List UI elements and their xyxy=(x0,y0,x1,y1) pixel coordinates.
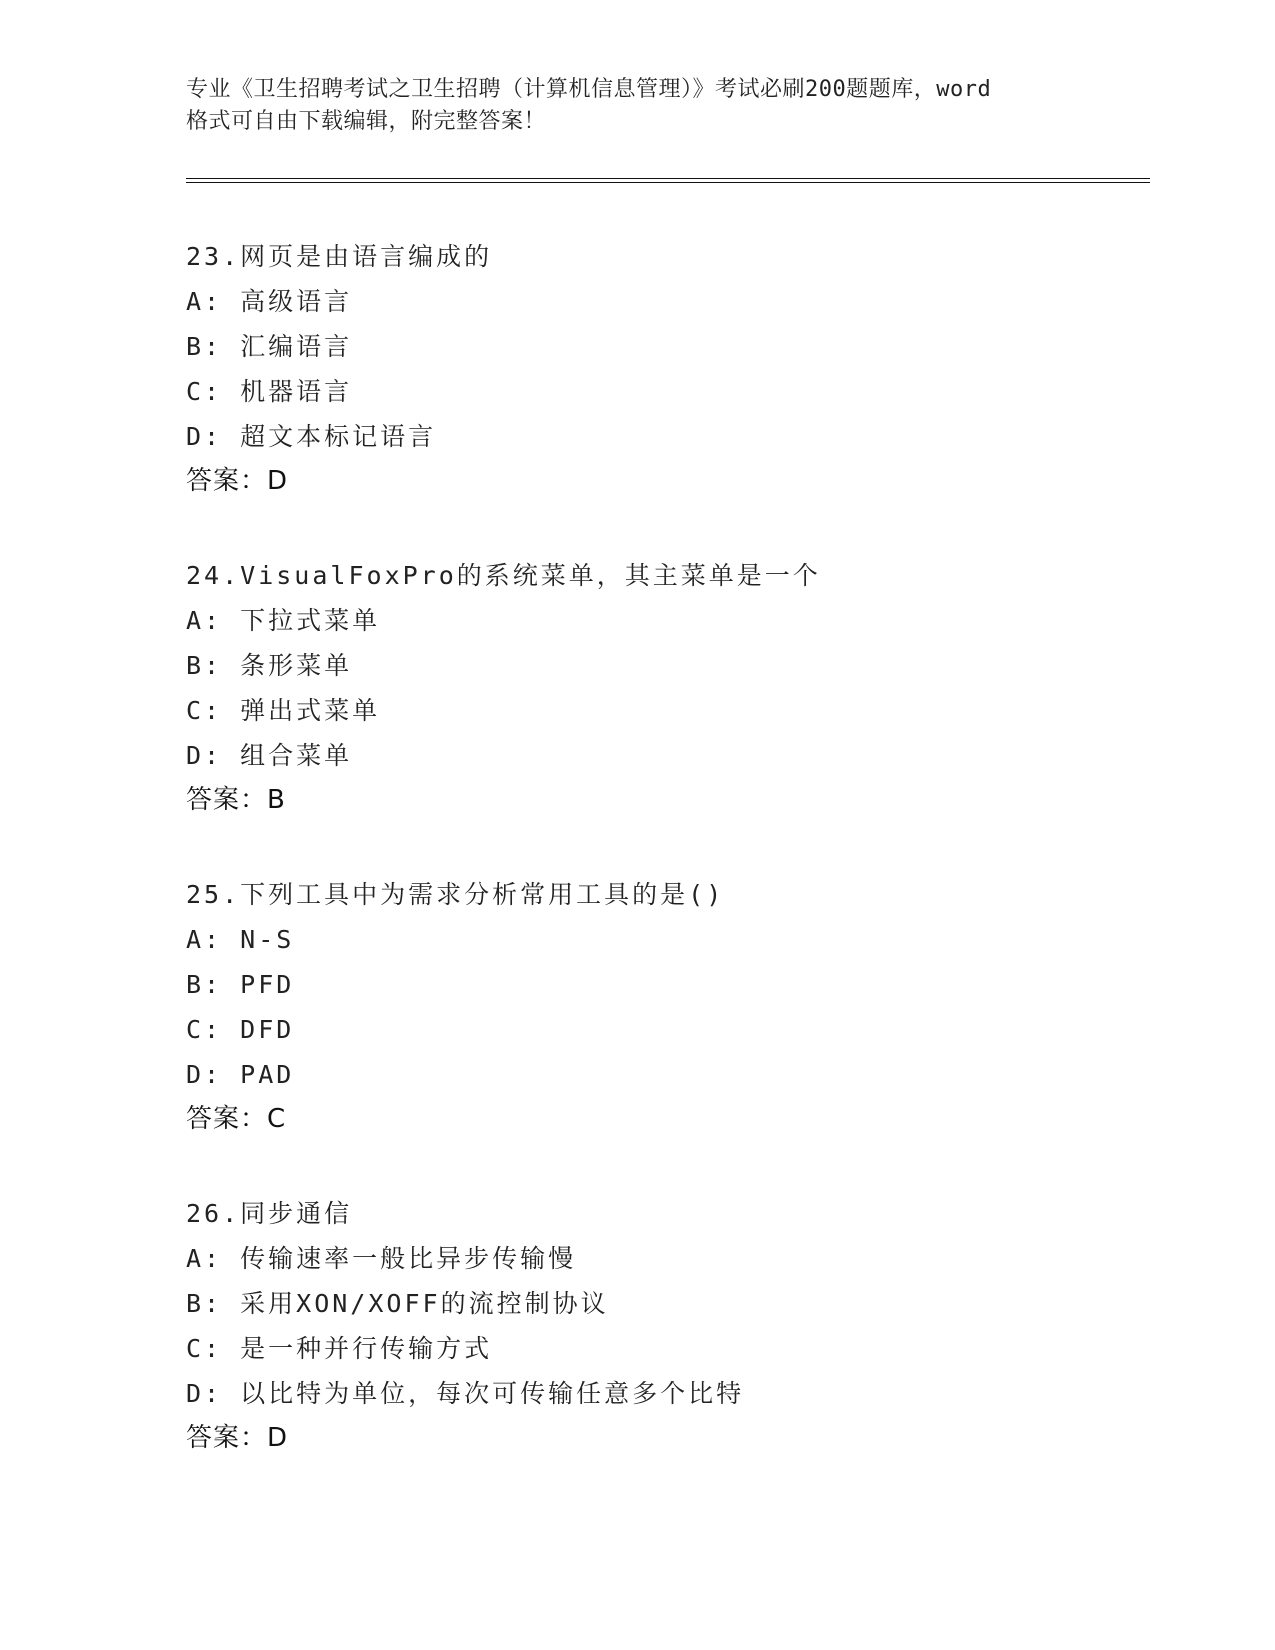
question-title: 25.下列工具中为需求分析常用工具的是() xyxy=(186,880,725,909)
option-b: B: 条形菜单 xyxy=(186,651,353,680)
question-title: 24.VisualFoxPro的系统菜单，其主菜单是一个 xyxy=(186,561,821,590)
answer-text: 答案：D xyxy=(186,1423,289,1453)
option-c: C: 是一种并行传输方式 xyxy=(186,1334,493,1363)
option-c: C: 机器语言 xyxy=(186,377,353,406)
header-divider-bottom xyxy=(186,182,1150,183)
option-d: D: 组合菜单 xyxy=(186,741,353,770)
header-line-1: 专业《卫生招聘考试之卫生招聘（计算机信息管理）》考试必刷200题题库，word xyxy=(186,77,992,102)
option-d: D: 以比特为单位，每次可传输任意多个比特 xyxy=(186,1379,745,1408)
answer-text: 答案：B xyxy=(186,785,286,815)
option-c: C: 弹出式菜单 xyxy=(186,696,381,725)
question-25 xyxy=(186,872,1146,1142)
option-b: B: 汇编语言 xyxy=(186,332,353,361)
question-title: 23.网页是由语言编成的 xyxy=(186,242,493,271)
option-a: A: 高级语言 xyxy=(186,287,353,316)
option-b: B: PFD xyxy=(186,970,295,999)
option-d: D: 超文本标记语言 xyxy=(186,422,437,451)
option-a: A: N-S xyxy=(186,925,295,954)
option-a: A: 传输速率一般比异步传输慢 xyxy=(186,1244,577,1273)
answer-text: 答案：D xyxy=(186,466,289,496)
document-header xyxy=(186,74,1086,138)
question-23 xyxy=(186,234,1146,504)
header-divider-top xyxy=(186,178,1150,179)
question-24 xyxy=(186,553,1146,823)
option-b: B: 采用XON/XOFF的流控制协议 xyxy=(186,1289,609,1318)
header-line-2: 格式可自由下载编辑，附完整答案！ xyxy=(186,109,547,134)
answer-text: 答案：C xyxy=(186,1104,287,1134)
question-26 xyxy=(186,1191,1146,1461)
option-d: D: PAD xyxy=(186,1060,295,1089)
option-c: C: DFD xyxy=(186,1015,295,1044)
question-title: 26.同步通信 xyxy=(186,1199,353,1228)
option-a: A: 下拉式菜单 xyxy=(186,606,381,635)
